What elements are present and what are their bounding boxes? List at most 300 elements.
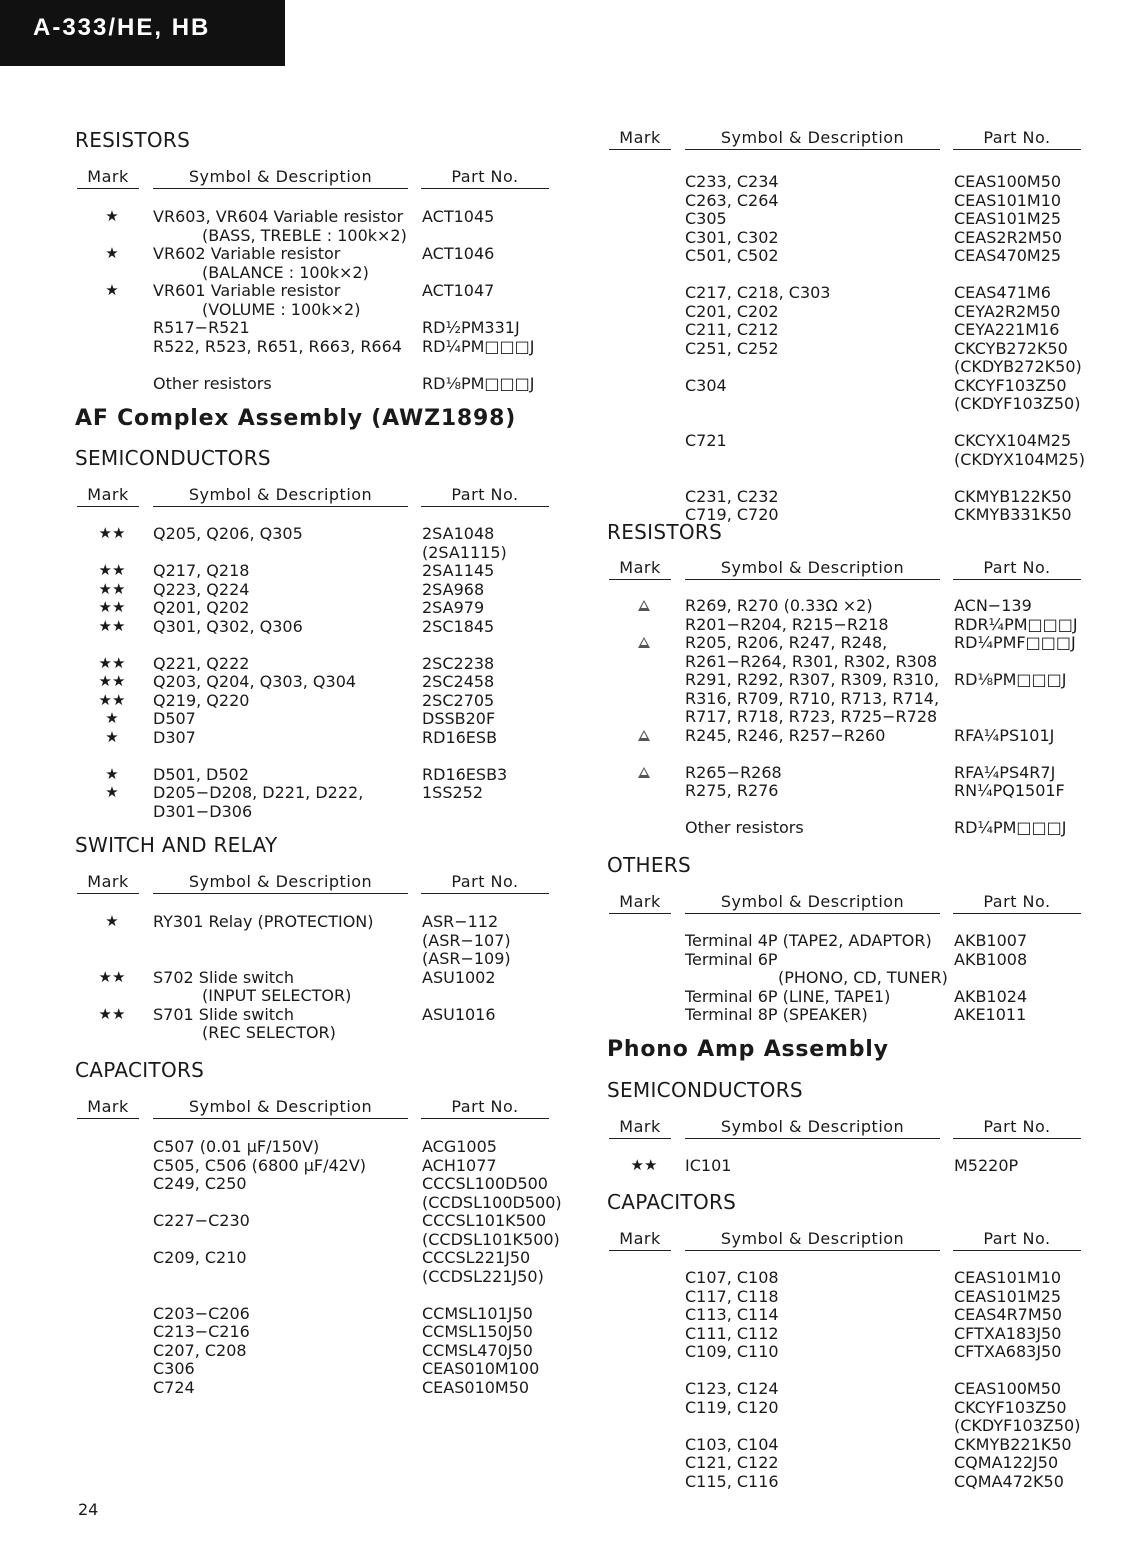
- part-number-cell: CEAS101M25: [954, 209, 1062, 228]
- col-header-description: [153, 872, 408, 894]
- description-cell: R517−R521: [153, 318, 250, 337]
- description-cell: C109, C110: [685, 1342, 779, 1361]
- col-header-part-no: [421, 1097, 549, 1119]
- table-row: [72, 337, 572, 356]
- table-row: [604, 1416, 1104, 1435]
- assembly-title-phono-amp: Phono Amp Assembly: [607, 1037, 889, 1062]
- description-cell: (REC SELECTOR): [202, 1023, 336, 1042]
- part-number-cell: RD½PM331J: [422, 318, 520, 337]
- table-row: [604, 950, 1104, 969]
- section-title-others: OTHERS: [607, 853, 692, 877]
- table-row: [604, 431, 1104, 450]
- description-cell: C721: [685, 431, 727, 450]
- part-number-cell: 2SA1048: [422, 524, 495, 543]
- table-row: [604, 1287, 1104, 1306]
- col-header-description-label: Symbol & Description: [685, 1229, 940, 1251]
- table-row: [604, 1453, 1104, 1472]
- col-header-part-no: [421, 167, 549, 189]
- part-number-cell: RD¼PM□□□J: [422, 336, 535, 356]
- col-header-description: [685, 558, 940, 580]
- col-header-description: [153, 167, 408, 189]
- part-number-cell: (CCDSL100D500): [422, 1192, 562, 1212]
- table-row: [72, 1174, 572, 1193]
- description-cell: D205−D208, D221, D222,: [153, 783, 364, 802]
- table-row: [604, 781, 1104, 800]
- table-row: [72, 318, 572, 337]
- mark-cell: ★: [105, 709, 119, 727]
- table-row: [72, 561, 572, 580]
- description-cell: C217, C218, C303: [685, 283, 831, 302]
- col-header-part-no: [953, 128, 1081, 150]
- col-header-part-no: [953, 1117, 1081, 1139]
- table-row: [72, 654, 572, 673]
- table-row: [72, 728, 572, 747]
- table-row: [72, 1156, 572, 1175]
- part-number-cell: CEAS010M100: [422, 1359, 540, 1378]
- part-number-cell: 2SA979: [422, 598, 485, 617]
- col-header-description-label: Symbol & Description: [153, 872, 408, 894]
- table-row: [604, 596, 1104, 615]
- description-cell: C115, C116: [685, 1471, 779, 1491]
- part-number-cell: ASU1016: [422, 1004, 496, 1024]
- warning-triangle-icon: [638, 637, 650, 648]
- table-row: [604, 228, 1104, 247]
- table-row: [604, 246, 1104, 265]
- mark-cell: ★: [105, 764, 119, 783]
- part-number-cell: CCCSL221J50: [422, 1248, 531, 1267]
- table-row: [72, 765, 572, 784]
- description-cell: (VOLUME : 100k×2): [202, 299, 361, 319]
- caution-icon: [604, 726, 684, 745]
- description-cell: C213−C216: [153, 1322, 250, 1341]
- col-header-part-no: [953, 558, 1081, 580]
- col-header-mark-label: Mark: [77, 167, 139, 189]
- assembly-title-af-complex: AF Complex Assembly (AWZ1898): [75, 406, 517, 431]
- table-row: [604, 633, 1104, 652]
- mark-cell: ★: [105, 727, 119, 746]
- col-header-description-label: Symbol & Description: [685, 892, 940, 914]
- part-number-cell: ACT1046: [422, 244, 495, 263]
- part-number-cell: CEAS010M50: [422, 1377, 530, 1397]
- description-cell: VR601 Variable resistor: [153, 281, 341, 300]
- part-number-cell: AKB1024: [954, 986, 1028, 1006]
- part-number-cell: RD⅛PM□□□J: [954, 670, 1067, 689]
- model-banner: A-333/HE, HB: [0, 0, 285, 66]
- description-cell: (PHONO, CD, TUNER): [778, 968, 948, 987]
- col-header-description: [685, 892, 940, 914]
- col-header-description-label: Symbol & Description: [685, 1117, 940, 1139]
- description-cell: C117, C118: [685, 1286, 779, 1306]
- table-row: [72, 1341, 572, 1360]
- col-header-description: [685, 1117, 940, 1139]
- part-number-cell: CKMYB122K50: [954, 486, 1072, 506]
- part-number-cell: CCMSL150J50: [422, 1322, 533, 1341]
- table-row: [72, 524, 572, 543]
- mark-cell: ★★: [98, 616, 126, 635]
- table-row: [604, 670, 1104, 689]
- description-cell: C501, C502: [685, 246, 779, 265]
- col-header-part-no: [953, 892, 1081, 914]
- part-number-cell: RD¼PMF□□□J: [954, 633, 1076, 652]
- table-row: [604, 1156, 1104, 1175]
- description-cell: Terminal 6P: [685, 949, 778, 969]
- part-number-cell: ACG1005: [422, 1137, 497, 1156]
- description-cell: C121, C122: [685, 1453, 779, 1472]
- part-number-cell: (CKDYX104M25): [954, 449, 1086, 469]
- description-cell: C119, C120: [685, 1397, 779, 1417]
- col-header-mark: [609, 128, 671, 150]
- col-header-part-no-label: Part No.: [953, 1117, 1081, 1139]
- mark-cell: ★★: [98, 598, 126, 616]
- part-number-cell: CKCYX104M25: [954, 431, 1072, 450]
- mark-cell: ★★: [630, 1156, 658, 1174]
- part-number-cell: CKMYB331K50: [954, 505, 1072, 524]
- part-number-cell: CEAS101M10: [954, 190, 1062, 210]
- part-number-cell: CFTXA183J50: [954, 1323, 1062, 1343]
- col-header-description: [153, 1097, 408, 1119]
- col-header-description: [685, 128, 940, 150]
- table-row: [72, 1211, 572, 1230]
- mark-cell: ★★: [98, 579, 126, 598]
- col-header-mark-label: Mark: [609, 1229, 671, 1251]
- table-row: [604, 339, 1104, 358]
- description-cell: D301−D306: [153, 801, 253, 821]
- part-number-cell: (ASR−109): [422, 949, 511, 968]
- description-cell: VR603, VR604 Variable resistor: [153, 207, 404, 226]
- col-header-part-no-label: Part No.: [421, 872, 549, 894]
- description-cell: VR602 Variable resistor: [153, 244, 341, 263]
- description-cell: C719, C720: [685, 505, 779, 524]
- part-number-cell: ASR−112: [422, 912, 499, 931]
- col-header-mark-label: Mark: [609, 558, 671, 580]
- part-number-cell: CCCSL100D500: [422, 1174, 548, 1193]
- table-row: [72, 281, 572, 300]
- description-cell: C203−C206: [153, 1303, 250, 1323]
- table-row: [604, 726, 1104, 745]
- table-row: [604, 357, 1104, 376]
- part-number-cell: (CKDYF103Z50): [954, 1416, 1081, 1435]
- part-number-cell: CEAS100M50: [954, 1379, 1062, 1398]
- description-cell: R261−R264, R301, R302, R308: [685, 651, 938, 671]
- col-header-mark: [77, 485, 139, 507]
- part-number-cell: ACH1077: [422, 1155, 497, 1175]
- description-cell: Terminal 4P (TAPE2, ADAPTOR): [685, 931, 932, 950]
- part-number-cell: CKCYF103Z50: [954, 1397, 1067, 1417]
- description-cell: C507 (0.01 μF/150V): [153, 1137, 320, 1156]
- description-cell: C724: [153, 1377, 195, 1397]
- mark-cell: ★★: [98, 524, 126, 542]
- table-row: [604, 209, 1104, 228]
- table-row: [604, 302, 1104, 321]
- col-header-part-no-label: Part No.: [421, 485, 549, 507]
- description-cell: IC101: [685, 1156, 732, 1175]
- part-number-cell: CKCYF103Z50: [954, 375, 1067, 395]
- table-row: [604, 652, 1104, 671]
- part-number-cell: 2SA1145: [422, 561, 495, 580]
- part-number-cell: CEAS101M25: [954, 1286, 1062, 1306]
- description-cell: S701 Slide switch: [153, 1004, 294, 1024]
- table-row: [72, 1137, 572, 1156]
- col-header-description-label: Symbol & Description: [153, 485, 408, 507]
- part-number-cell: 1SS252: [422, 783, 484, 802]
- mark-cell: ★★: [98, 653, 126, 672]
- table-row: [72, 1230, 572, 1249]
- description-cell: Other resistors: [685, 818, 804, 837]
- part-number-cell: (CCDSL101K500): [422, 1229, 560, 1249]
- part-number-cell: CFTXA683J50: [954, 1342, 1062, 1361]
- part-number-cell: CEAS471M6: [954, 283, 1051, 302]
- mark-cell: ★: [105, 207, 119, 225]
- col-header-description: [153, 485, 408, 507]
- description-cell: S702 Slide switch: [153, 967, 294, 987]
- part-number-cell: RD16ESB: [422, 727, 498, 747]
- table-row: [72, 931, 572, 950]
- part-number-cell: AKB1007: [954, 931, 1028, 950]
- part-number-cell: ACN−139: [954, 596, 1032, 615]
- mark-cell: ★: [105, 281, 119, 299]
- col-header-description-label: Symbol & Description: [153, 167, 408, 189]
- description-cell: C111, C112: [685, 1323, 779, 1343]
- description-cell: C113, C114: [685, 1305, 779, 1324]
- caution-icon: [604, 763, 684, 782]
- col-header-mark: [77, 1097, 139, 1119]
- description-cell: C201, C202: [685, 301, 779, 321]
- description-cell: D307: [153, 727, 196, 747]
- table-row: [72, 709, 572, 728]
- description-cell: C304: [685, 375, 727, 395]
- part-number-cell: M5220P: [954, 1156, 1019, 1175]
- table-row: [604, 1472, 1104, 1491]
- table-row: [604, 172, 1104, 191]
- col-header-mark: [609, 1117, 671, 1139]
- description-cell: Q217, Q218: [153, 561, 250, 580]
- col-header-part-no: [421, 872, 549, 894]
- col-header-mark-label: Mark: [77, 485, 139, 507]
- col-header-description-label: Symbol & Description: [685, 558, 940, 580]
- description-cell: C305: [685, 209, 727, 228]
- table-row: [72, 300, 572, 319]
- table-row: [604, 191, 1104, 210]
- table-row: [72, 244, 572, 263]
- description-cell: R201−R204, R215−R218: [685, 614, 889, 634]
- table-row: [72, 1304, 572, 1323]
- description-cell: C249, C250: [153, 1174, 247, 1193]
- table-row: [72, 1267, 572, 1286]
- col-header-mark: [609, 558, 671, 580]
- col-header-part-no: [421, 485, 549, 507]
- part-number-cell: CEAS470M25: [954, 246, 1062, 265]
- part-number-cell: (2SA1115): [422, 542, 507, 562]
- description-cell: C233, C234: [685, 172, 779, 191]
- section-title-semiconductors-right: SEMICONDUCTORS: [607, 1078, 803, 1102]
- part-number-cell: CEAS100M50: [954, 172, 1062, 191]
- part-number-cell: AKE1011: [954, 1005, 1027, 1024]
- description-cell: R291, R292, R307, R309, R310,: [685, 670, 940, 689]
- table-row: [72, 1248, 572, 1267]
- table-row: [72, 1005, 572, 1024]
- part-number-cell: (CCDSL221J50): [422, 1266, 544, 1286]
- description-cell: C211, C212: [685, 320, 779, 339]
- table-row: [72, 1359, 572, 1378]
- table-row: [72, 598, 572, 617]
- table-row: [604, 1305, 1104, 1324]
- warning-triangle-icon: [638, 730, 650, 741]
- description-cell: C263, C264: [685, 190, 779, 210]
- section-title-semiconductors: SEMICONDUCTORS: [75, 446, 271, 470]
- section-title-capacitors: CAPACITORS: [75, 1058, 205, 1082]
- description-cell: R717, R718, R723, R725−R728: [685, 707, 938, 726]
- mark-cell: ★: [105, 244, 119, 262]
- description-cell: C209, C210: [153, 1248, 247, 1267]
- description-cell: (BASS, TREBLE : 100k×2): [202, 225, 407, 245]
- table-row: [604, 1379, 1104, 1398]
- col-header-description-label: Symbol & Description: [153, 1097, 408, 1119]
- table-row: [604, 1435, 1104, 1454]
- section-title-resistors-right: RESISTORS: [607, 520, 723, 544]
- description-cell: (INPUT SELECTOR): [202, 986, 352, 1005]
- description-cell: Q301, Q302, Q306: [153, 616, 303, 636]
- table-row: [604, 1005, 1104, 1024]
- warning-triangle-icon: [638, 600, 650, 611]
- table-row: [604, 1342, 1104, 1361]
- part-number-cell: CCCSL101K500: [422, 1211, 547, 1230]
- table-row: [72, 374, 572, 393]
- section-title-switch-relay: SWITCH AND RELAY: [75, 833, 278, 857]
- table-row: [72, 263, 572, 282]
- part-number-cell: 2SA968: [422, 579, 485, 599]
- table-row: [72, 580, 572, 599]
- table-row: [604, 376, 1104, 395]
- table-row: [72, 543, 572, 562]
- description-cell: Other resistors: [153, 373, 272, 393]
- description-cell: C123, C124: [685, 1379, 779, 1398]
- part-number-cell: 2SC1845: [422, 616, 495, 636]
- description-cell: Q219, Q220: [153, 690, 250, 710]
- part-number-cell: RFA¼PS4R7J: [954, 762, 1056, 782]
- part-number-cell: CKMYB221K50: [954, 1434, 1072, 1454]
- description-cell: R316, R709, R710, R713, R714,: [685, 688, 940, 708]
- part-number-cell: CKCYB272K50: [954, 338, 1068, 358]
- part-number-cell: ACT1045: [422, 207, 495, 226]
- table-row: [604, 763, 1104, 782]
- part-number-cell: CQMA472K50: [954, 1471, 1064, 1491]
- mark-cell: ★★: [98, 561, 126, 579]
- table-row: [604, 818, 1104, 837]
- col-header-mark-label: Mark: [609, 1117, 671, 1139]
- table-row: [604, 320, 1104, 339]
- mark-cell: ★★: [98, 690, 126, 709]
- col-header-part-no-label: Part No.: [421, 167, 549, 189]
- table-row: [72, 802, 572, 821]
- description-cell: C103, C104: [685, 1434, 779, 1454]
- table-row: [604, 394, 1104, 413]
- part-number-cell: (CKDYF103Z50): [954, 394, 1081, 413]
- table-row: [604, 707, 1104, 726]
- part-number-cell: CCMSL101J50: [422, 1303, 533, 1323]
- table-row: [604, 615, 1104, 634]
- caution-icon: [604, 633, 684, 652]
- description-cell: Terminal 8P (SPEAKER): [685, 1005, 868, 1024]
- col-header-part-no-label: Part No.: [953, 892, 1081, 914]
- part-number-cell: (CKDYB272K50): [954, 357, 1082, 376]
- table-row: [72, 1378, 572, 1397]
- description-cell: Q221, Q222: [153, 653, 250, 673]
- table-row: [604, 283, 1104, 302]
- mark-cell: ★: [105, 783, 119, 801]
- table-row: [604, 987, 1104, 1006]
- part-number-cell: CEYA2R2M50: [954, 301, 1061, 321]
- table-row: [604, 689, 1104, 708]
- table-row: [604, 1324, 1104, 1343]
- col-header-mark: [77, 872, 139, 894]
- table-row: [72, 207, 572, 226]
- description-cell: C207, C208: [153, 1340, 247, 1360]
- part-number-cell: RFA¼PS101J: [954, 725, 1055, 745]
- mark-cell: ★★: [98, 1004, 126, 1023]
- col-header-mark-label: Mark: [77, 1097, 139, 1119]
- part-number-cell: DSSB20F: [422, 709, 496, 728]
- part-number-cell: 2SC2238: [422, 653, 495, 673]
- col-header-mark: [77, 167, 139, 189]
- table-row: [604, 1398, 1104, 1417]
- col-header-mark: [609, 1229, 671, 1251]
- part-number-cell: ASU1002: [422, 967, 496, 987]
- col-header-mark-label: Mark: [77, 872, 139, 894]
- table-row: [604, 487, 1104, 506]
- description-cell: R269, R270 (0.33Ω ×2): [685, 596, 873, 615]
- col-header-part-no-label: Part No.: [953, 1229, 1081, 1251]
- warning-triangle-icon: [638, 767, 650, 778]
- description-cell: C301, C302: [685, 227, 779, 247]
- description-cell: C231, C232: [685, 486, 779, 506]
- table-row: [72, 1193, 572, 1212]
- description-cell: C107, C108: [685, 1268, 779, 1287]
- table-row: [72, 691, 572, 710]
- table-row: [604, 450, 1104, 469]
- part-number-cell: RDR¼PM□□□J: [954, 614, 1078, 634]
- part-number-cell: CCMSL470J50: [422, 1340, 533, 1360]
- col-header-part-no-label: Part No.: [953, 558, 1081, 580]
- table-row: [604, 968, 1104, 987]
- section-title-capacitors-right: CAPACITORS: [607, 1190, 737, 1214]
- description-cell: R265−R268: [685, 762, 782, 782]
- col-header-part-no-label: Part No.: [953, 128, 1081, 150]
- part-number-cell: CQMA122J50: [954, 1453, 1059, 1472]
- description-cell: R275, R276: [685, 781, 779, 800]
- col-header-mark: [609, 892, 671, 914]
- col-header-mark-label: Mark: [609, 892, 671, 914]
- table-row: [72, 1322, 572, 1341]
- table-row: [72, 968, 572, 987]
- caution-icon: [604, 596, 684, 615]
- description-cell: R522, R523, R651, R663, R664: [153, 336, 402, 356]
- table-row: [604, 931, 1104, 950]
- mark-cell: ★★: [98, 967, 126, 986]
- page-number: 24: [78, 1500, 99, 1519]
- part-number-cell: RD⅛PM□□□J: [422, 373, 535, 393]
- table-row: [72, 226, 572, 245]
- part-number-cell: RD16ESB3: [422, 764, 508, 784]
- part-number-cell: AKB1008: [954, 949, 1028, 969]
- section-title-resistors: RESISTORS: [75, 128, 191, 152]
- col-header-part-no-label: Part No.: [421, 1097, 549, 1119]
- description-cell: Q223, Q224: [153, 579, 250, 599]
- table-row: [72, 986, 572, 1005]
- description-cell: Q201, Q202: [153, 598, 250, 617]
- col-header-part-no: [953, 1229, 1081, 1251]
- part-number-cell: RN¼PQ1501F: [954, 781, 1065, 800]
- table-row: [72, 949, 572, 968]
